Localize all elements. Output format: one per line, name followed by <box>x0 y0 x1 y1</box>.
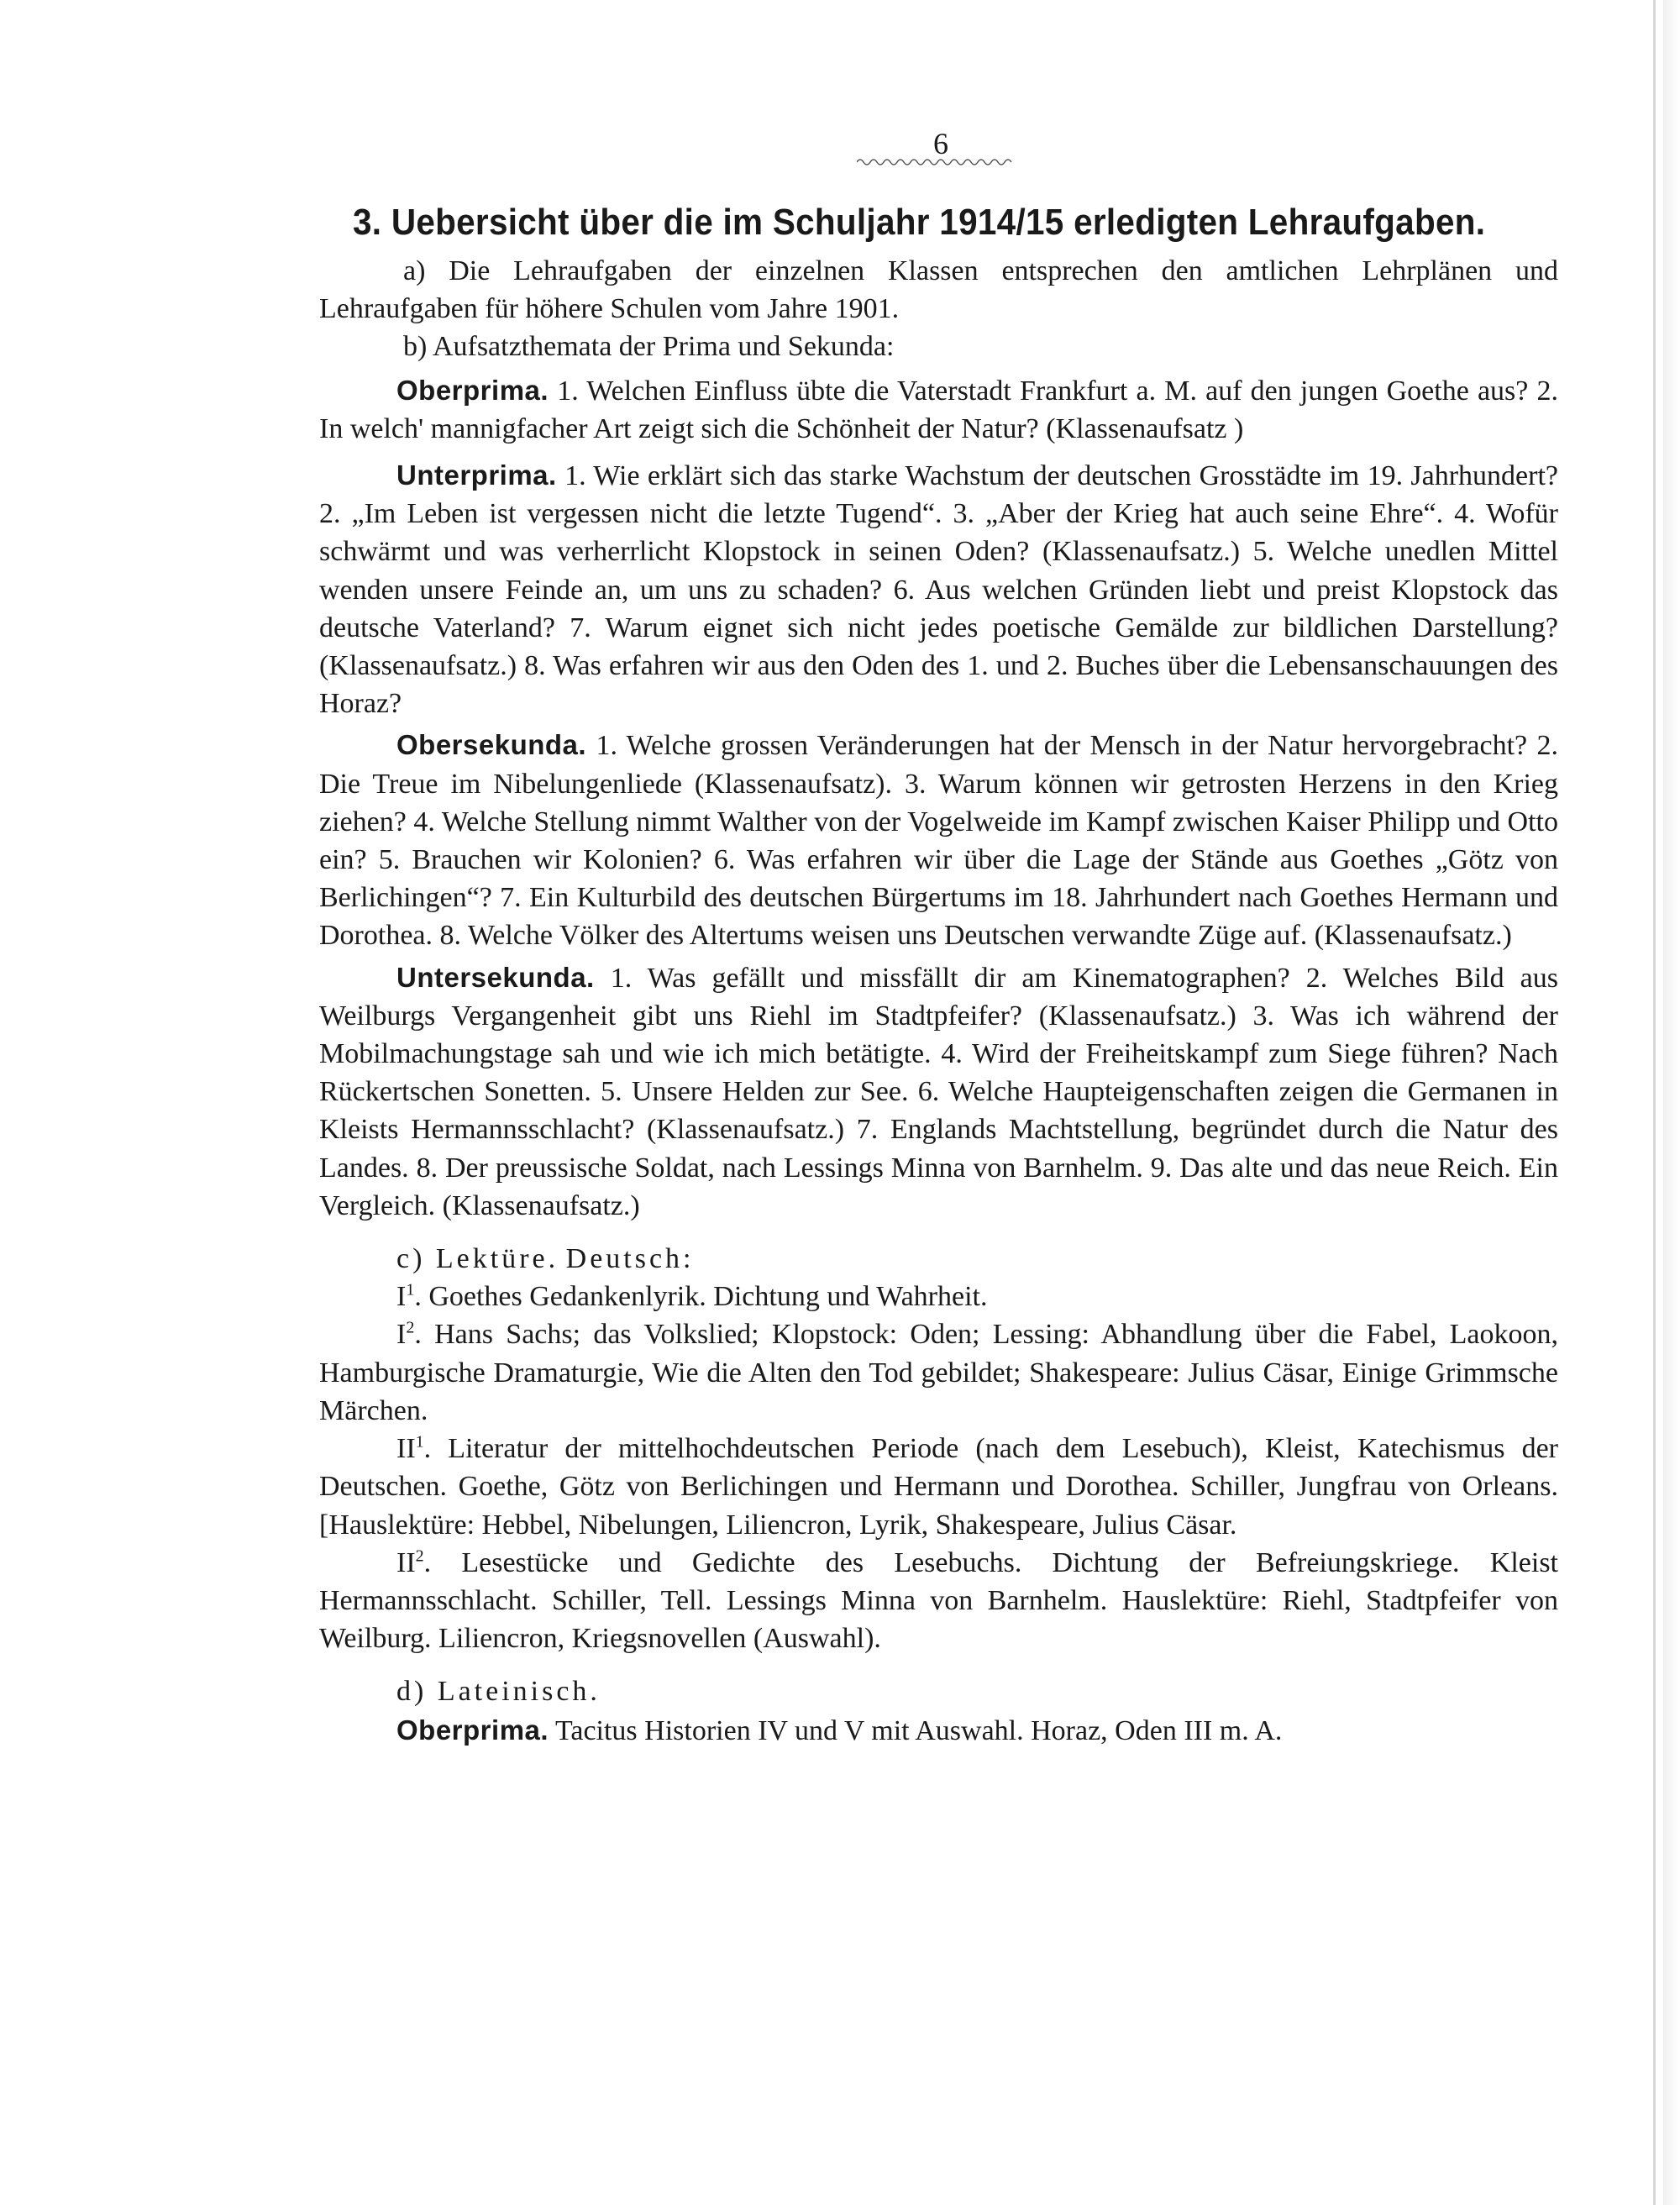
page-edge-line <box>1653 0 1656 2205</box>
essay-topics: 1. Welchen Einfluss übte die Vaterstadt Frankfurt a. M. auf den jungen Goethe aus? 2. In welch' mannigfacher Art zeigt sich die Schönheit der Natur? (Klassenaufsatz ) <box>319 375 1559 444</box>
section-c-label: c) Lektüre. <box>396 1243 559 1275</box>
essay-obersekunda <box>319 726 1558 954</box>
reading-II1 <box>319 1430 1558 1544</box>
reading-I2 <box>319 1315 1558 1430</box>
class-code: I <box>396 1319 407 1351</box>
latin-oberprima <box>319 1711 1558 1750</box>
section-d-label: d) Lateinisch. <box>396 1676 601 1708</box>
class-code: I <box>396 1281 407 1313</box>
reading-text: . Goethes Gedankenlyrik. Dichtung und Wahrheit. <box>414 1281 988 1313</box>
section-b-heading: b) Aufsatzthemata der Prima und Sekunda: <box>403 331 895 363</box>
page-number-ornament <box>857 156 1016 168</box>
page-number: 6 <box>933 127 948 160</box>
reading-text: . Hans Sachs; das Volkslied; Klopstock: Oden; Lessing: Abhandlung über die Fabel, Laokoon, Hamburgische Dramaturgie, Wie die Alten den Tod gebildet; Shakespeare: Julius Cäsar, Einige Grimmsche Märchen. <box>319 1319 1558 1426</box>
essay-unterprima <box>319 456 1558 722</box>
essay-topics: 1. Wie erklärt sich das starke Wachstum der deutschen Grosstädte im 19. Jahrhundert? 2. „Im Leben ist vergessen nicht die letzte Tugend“. 3. „Aber der Krieg hat auch seine Ehre“. 4. Wofür schwärmt und was verherrlicht Klopstock in seinen Oden? (Klassenaufsatz.) 5. Welche unedlen Mittel wenden unsere Feinde an, um uns zu schaden? 6. Aus welchen Gründen liebt und preist Klopstock das deutsche Vaterland? 7. Warum eignet sich nicht jedes poetische Gemälde zur bildlichen Darstellung? (Klassenaufsatz.) 8. Was erfahren wir aus den Oden des 1. und 2. Buches über die Lebensanschauungen des Horaz? <box>319 460 1559 720</box>
reading-text: . Lesestücke und Gedichte des Lesebuchs. Dichtung der Befreiungskriege. Kleist Hermannsschlacht. Schiller, Tell. Lessings Minna von Barnhelm. Hauslektüre: Riehl, Stadtpfeifer von Weilburg. Liliencron, Kriegsnovellen (Auswahl). <box>319 1546 1558 1655</box>
reading-II2 <box>319 1544 1558 1658</box>
class-sup: 1 <box>406 1280 415 1299</box>
section-a-paragraph: a) Die Lehraufgaben der einzelnen Klassen entsprechen den amtlichen Lehrplänen und Lehraufgaben für höhere Schulen vom Jahre 1901. <box>319 255 1558 325</box>
class-sup: 2 <box>406 1319 415 1338</box>
page-edge-shadow <box>1663 0 1680 2205</box>
essay-oberprima <box>319 371 1558 448</box>
class-label: Obersekunda. <box>396 729 587 761</box>
latin-readings: Tacitus Historien IV und V mit Auswahl. Horaz, Oden III m. A. <box>554 1714 1283 1746</box>
class-label: Untersekunda. <box>396 961 595 993</box>
section-heading: 3. Uebersicht über die im Schuljahr 1914/15 erledigten Lehraufgaben. <box>353 202 1486 243</box>
reading-text: . Literatur der mittelhochdeutschen Periode (nach dem Lesebuch), Kleist, Katechismus der Deutschen. Goethe, Götz von Berlichingen und Hermann und Dorothea. Schiller, Jungfrau von Orleans. [Hauslektüre: Hebbel, Nibelungen, Liliencron, Lyrik, Shakespeare, Julius Cäsar. <box>319 1433 1558 1541</box>
class-label: Oberprima. <box>396 374 549 406</box>
class-label: Unterprima. <box>396 459 557 491</box>
section-c-sublabel: Deutsch: <box>565 1243 695 1275</box>
essay-topics: 1. Was gefällt und missfällt dir am Kinematographen? 2. Welches Bild aus Weilburgs Vergangenheit gibt uns Riehl im Stadtpfeifer? (Klassenaufsatz.) 3. Was ich während der Mobilmachungstage sah und wie ich mich betätigte. 4. Wird der Freiheitskampf zum Siege führen? Nach Rückertschen Sonetten. 5. Unsere Helden zur See. 6. Welche Haupteigenschaften zeigen die Germanen in Kleists Hermannsschlacht? (Klassenaufsatz.) 7. Englands Machtstellung, begründet durch die Natur des Landes. 8. Der preussische Soldat, nach Lessings Minna von Barnhelm. 9. Das alte und das neue Reich. Ein Vergleich. (Klassenaufsatz.) <box>319 962 1558 1221</box>
class-code: II <box>396 1546 416 1578</box>
class-sup: 1 <box>415 1432 424 1452</box>
essay-untersekunda <box>319 958 1558 1225</box>
document-body <box>319 252 1558 1750</box>
class-code: II <box>396 1433 416 1465</box>
section-d-heading <box>319 1672 1558 1710</box>
reading-I1 <box>319 1278 1558 1315</box>
class-sup: 2 <box>415 1546 424 1566</box>
section-c-heading <box>319 1240 1558 1278</box>
class-label: Oberprima. <box>396 1714 549 1746</box>
essay-topics: 1. Welche grossen Veränderungen hat der Mensch in der Natur hervorgebracht? 2. Die Treue im Nibelungenliede (Klassenaufsatz). 3. Warum können wir getrosten Herzens in den Krieg ziehen? 4. Welche Stellung nimmt Walther von der Vogelweide im Kampf zwischen Kaiser Philipp und Otto ein? 5. Brauchen wir Kolonien? 6. Was erfahren wir über die Lage der Stände aus Goethes „Götz von Berlichingen“? 7. Ein Kulturbild des deutschen Bürgertums im 18. Jahrhundert nach Goethes Hermann und Dorothea. 8. Welche Völker des Altertums weisen uns Deutschen verwandte Züge auf. (Klassenaufsatz.) <box>319 730 1558 952</box>
